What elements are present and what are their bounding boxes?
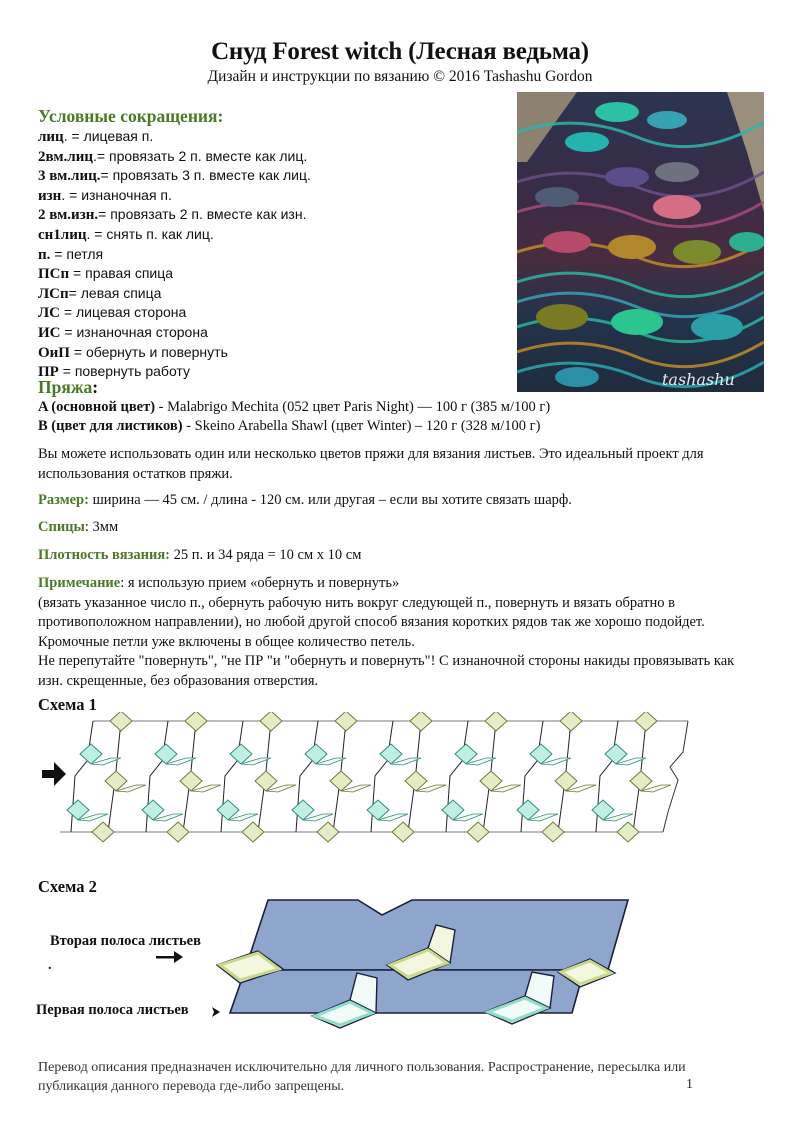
abbreviation-item [38, 147, 311, 167]
abbreviation-term: п. [38, 246, 51, 263]
intro-paragraph: Вы можете использовать один или несколько цветов пряжи для вязания листьев. Это идеальный проект для использования остатков пряжи. [38, 446, 704, 482]
abbreviation-definition: правая спица [85, 265, 174, 282]
scheme1-diagram [38, 712, 738, 862]
note-label: Примечание [38, 575, 121, 591]
yarn-heading-text: Пряжа [38, 377, 93, 397]
abbreviation-separator: = [50, 245, 67, 262]
abbreviation-separator: = [100, 167, 113, 184]
page-number: 1 [686, 1077, 693, 1092]
abbreviation-definition: изнаночная сторона [76, 323, 208, 340]
abbreviation-separator: = [60, 323, 77, 340]
abbreviation-term: ОиП [38, 344, 70, 361]
abbreviation-separator: = [98, 206, 111, 223]
abbreviation-definition: лицевая сторона [75, 304, 187, 321]
abbreviation-item [38, 284, 311, 304]
second-strip-label: Вторая полоса листьев [50, 933, 201, 949]
abbreviation-separator: = [69, 265, 86, 282]
abbreviation-definition: повернуть работу [74, 363, 190, 380]
abbreviation-item [38, 186, 311, 206]
abbreviation-separator: = [60, 304, 76, 321]
abbreviation-item [38, 245, 311, 265]
abbreviation-definition: провязать 3 п. вместе как лиц. [112, 167, 311, 184]
scheme2-diagram [30, 890, 680, 1050]
abbreviation-definition: провязать 2 п. вместе как изн. [110, 206, 307, 223]
abbreviation-item [38, 264, 311, 284]
yarn-item-b [38, 417, 550, 436]
abbreviation-definition: изнаночная п. [81, 186, 172, 203]
gauge-text: 25 п. и 34 ряда = 10 см х 10 см [170, 547, 362, 563]
abbreviation-separator: = [69, 343, 86, 360]
yarn-item-a [38, 398, 550, 417]
yarn-list [38, 398, 550, 436]
footer-disclaimer: Перевод описания предназначен исключительно для личного пользования. Распространение, пересылка или публикация данного перевода где-либо запрещены. [38, 1060, 686, 1094]
page-title: Снуд Forest witch (Лесная ведьма) [211, 38, 589, 65]
abbreviation-definition: петля [66, 245, 104, 262]
note-warning: Не перепутайте "повернуть", "не ПР "и "обернуть и повернуть"! С изнаночной стороны накиды провязывать как изн. скрещенные, без образования отверстия. [38, 653, 735, 689]
note-body: (вязать указанное число п., обернуть рабочую нить вокруг следующей п., повернуть и вязать обратно в противоположном направлении), но любой другой способ вязания коротких рядов так же хорошо подойдет. Кромочные петли уже включены в общее количество петель. [38, 594, 705, 650]
abbreviation-separator: . = [63, 128, 84, 144]
abbreviation-item [38, 323, 311, 343]
abbreviation-item [38, 303, 311, 323]
gauge-line [38, 546, 768, 566]
abbreviation-term: 2вм.лиц [38, 148, 94, 165]
abbreviation-term: ПСп [38, 266, 70, 283]
needles-line [38, 518, 768, 538]
yarn-heading-colon: : [92, 377, 99, 397]
second-strip-dot: . [48, 958, 52, 973]
size-label: Размер: [38, 492, 89, 508]
abbreviation-separator: . = [61, 186, 82, 203]
size-text: ширина — 45 см. / длина - 120 см. или другая – если вы хотите связать шарф. [88, 492, 572, 508]
abbreviation-definition: лицевая п. [83, 128, 154, 144]
size-line [38, 491, 768, 511]
note-first-line [38, 574, 758, 594]
abbreviation-item [38, 343, 311, 363]
yarn-heading [38, 377, 98, 398]
yarn-b-text: - Skeino Arabella Shawl (цвет Winter) – 120 г (328 м/100 г) [182, 418, 541, 434]
abbreviation-term: 2 вм.изн. [38, 207, 99, 224]
abbreviation-term: лиц [38, 129, 64, 145]
abbreviation-definition: обернуть и повернуть [85, 343, 228, 360]
abbreviation-separator: = [58, 363, 75, 380]
yarn-a-text: - Malabrigo Mechita (052 цвет Paris Night) — 100 г (385 м/100 г) [155, 399, 551, 415]
page-subtitle: Дизайн и инструкции по вязанию © 2016 Tashashu Gordon [207, 68, 593, 85]
cowl-photo [517, 92, 764, 392]
abbreviation-definition: провязать 2 п. вместе как лиц. [108, 147, 308, 164]
gauge-label: Плотность вязания: [38, 547, 170, 563]
abbreviation-term: 3 вм.лиц. [38, 168, 101, 185]
abbreviation-definition: снять п. как лиц. [106, 225, 214, 242]
abbreviation-term: сн1лиц [38, 226, 87, 243]
yarn-b-label: B (цвет для листиков) [38, 418, 183, 434]
abbreviation-item [38, 225, 311, 245]
abbreviation-definition: левая спица [80, 284, 162, 301]
yarn-a-label: A (основной цвет) [38, 399, 156, 415]
abbreviation-item [38, 166, 311, 186]
abbreviation-item [38, 127, 311, 147]
abbreviation-separator: .= [93, 147, 109, 164]
svg-text:tashashu: tashashu [662, 370, 735, 389]
abbreviation-separator: . = [86, 225, 107, 242]
abbreviation-term: ИС [38, 324, 61, 341]
note-line1: : я использую прием «обернуть и повернуть» [120, 575, 400, 591]
abbreviation-term: изн [38, 187, 62, 204]
needles-text: : 3мм [84, 519, 119, 535]
abbreviation-item [38, 205, 311, 225]
first-strip-label: Первая полоса листьев [36, 1002, 189, 1018]
abbreviation-term: ПР [38, 364, 59, 381]
note-block [38, 574, 758, 691]
abbreviation-separator: = [68, 284, 81, 301]
needles-label: Спицы [38, 519, 85, 535]
abbreviation-term: ЛСп [38, 285, 69, 302]
arrow-right-icon [42, 762, 66, 786]
abbreviations-list [38, 127, 311, 382]
scheme2-title: Схема 2 [38, 877, 97, 896]
scheme1-title: Схема 1 [38, 695, 97, 714]
abbreviation-term: ЛС [38, 305, 61, 322]
abbreviations-heading: Условные сокращения: [38, 106, 224, 126]
